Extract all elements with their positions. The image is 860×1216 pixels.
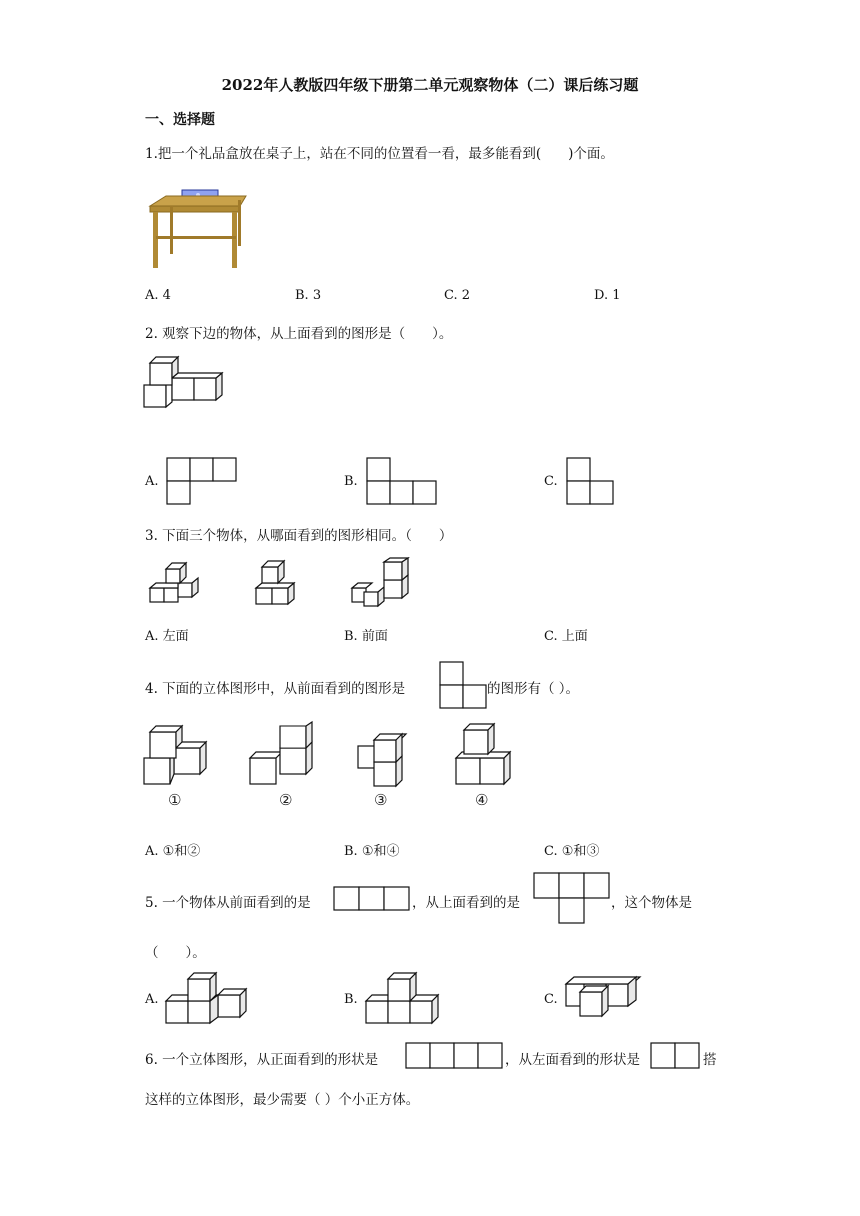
q5-option-c-figure bbox=[566, 974, 648, 1020]
question-5-text-c: ，这个物体是 bbox=[611, 895, 692, 911]
q3-option-a[interactable]: A. 左面 bbox=[145, 629, 189, 644]
q4-label-3: ③ bbox=[374, 791, 388, 809]
question-6-text-a: 6. 一个立体图形，从正面看到的形状是 bbox=[145, 1052, 379, 1068]
page-title: 2022年人教版四年级下册第二单元观察物体（二）课后练习题 bbox=[221, 76, 639, 94]
question-5-text-b: ，从上面看到的是 bbox=[412, 895, 520, 911]
q4-figure-3 bbox=[356, 730, 416, 790]
q6-front-view-shape bbox=[405, 1042, 503, 1070]
q3-option-b[interactable]: B. 前面 bbox=[344, 629, 388, 644]
q2-option-a[interactable]: A. bbox=[145, 474, 159, 489]
q2-option-c[interactable]: C. bbox=[544, 474, 558, 489]
q1-option-c[interactable]: C. 2 bbox=[444, 288, 471, 303]
q2-option-c-grid bbox=[566, 457, 616, 507]
section-heading: 一、选择题 bbox=[145, 112, 215, 128]
question-6-text-b: ，从左面看到的形状是 bbox=[505, 1052, 640, 1068]
q5-top-view-shape bbox=[533, 872, 611, 924]
q2-option-b-grid bbox=[366, 457, 438, 507]
question-6-text-d: 这样的立体图形，最少需要（ ）个小正方体。 bbox=[145, 1092, 420, 1108]
q4-option-c[interactable]: C. ①和③ bbox=[544, 844, 600, 859]
q4-front-view-shape bbox=[439, 661, 487, 711]
q3-figure-2 bbox=[256, 558, 306, 608]
q2-option-b[interactable]: B. bbox=[344, 474, 358, 489]
q1-option-a[interactable]: A. 4 bbox=[145, 288, 171, 303]
q5-front-view-shape bbox=[333, 886, 411, 912]
question-4-text-after: 的图形有（ ）。 bbox=[487, 681, 580, 697]
question-4-text-before: 4. 下面的立体图形中，从前面看到的图形是 bbox=[145, 681, 406, 697]
q5-option-b[interactable]: B. bbox=[344, 992, 358, 1007]
q1-option-d[interactable]: D. 1 bbox=[594, 288, 621, 303]
q2-cube-figure bbox=[144, 352, 226, 410]
q4-option-a[interactable]: A. ①和② bbox=[145, 844, 201, 859]
q4-label-4: ④ bbox=[475, 791, 489, 809]
q4-figure-4 bbox=[456, 722, 516, 788]
q3-figure-1 bbox=[150, 558, 208, 608]
q4-figure-labels bbox=[168, 790, 508, 810]
q4-figure-2 bbox=[250, 722, 316, 788]
question-1-text: 1.把一个礼品盒放在桌子上，站在不同的位置看一看，最多能看到( )个面。 bbox=[145, 146, 614, 162]
q4-label-1: ① bbox=[168, 791, 182, 809]
q6-left-view-shape bbox=[650, 1042, 702, 1070]
q1-option-b[interactable]: B. 3 bbox=[295, 288, 322, 303]
q3-figure-3 bbox=[352, 558, 412, 610]
table-with-gift-box-image bbox=[148, 186, 248, 270]
q5-option-a-figure bbox=[166, 969, 254, 1027]
q4-label-2: ② bbox=[279, 791, 293, 809]
question-5-text-d: （ ）。 bbox=[145, 945, 206, 961]
q4-figure-1 bbox=[144, 722, 210, 788]
question-5-text-a: 5. 一个物体从前面看到的是 bbox=[145, 895, 311, 911]
q4-option-b[interactable]: B. ①和④ bbox=[344, 844, 400, 859]
question-6-text-c: 搭 bbox=[703, 1052, 717, 1068]
question-3-text: 3. 下面三个物体，从哪面看到的图形相同。（ ） bbox=[145, 528, 453, 544]
q5-option-c[interactable]: C. bbox=[544, 992, 558, 1007]
q5-option-b-figure bbox=[366, 969, 446, 1027]
question-2-text: 2. 观察下边的物体，从上面看到的图形是（ ）。 bbox=[145, 326, 453, 342]
q2-option-a-grid bbox=[166, 457, 238, 507]
q5-option-a[interactable]: A. bbox=[145, 992, 159, 1007]
q3-option-c[interactable]: C. 上面 bbox=[544, 629, 588, 644]
